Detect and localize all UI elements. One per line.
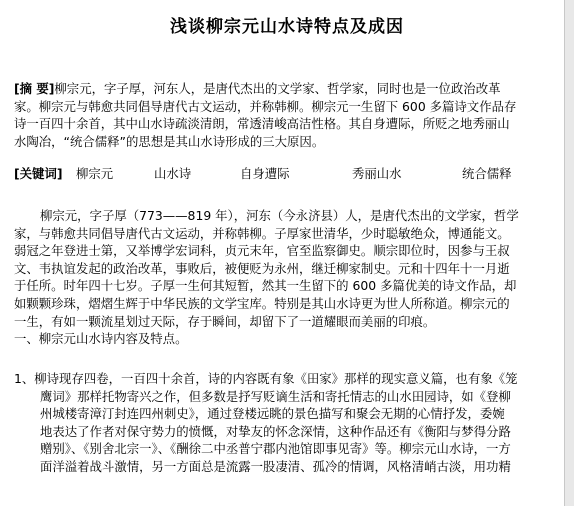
keyword-item: 柳宗元 [76, 166, 114, 181]
keyword-item: 秀丽山水 [352, 166, 402, 181]
paragraph-line: 于任所。时年四十七岁。子厚一生何其短暂，然其一生留下的 600 多篇优美的诗文作品，却 [14, 278, 517, 294]
keywords-label: [关键词] [14, 166, 63, 181]
paragraph-line: 一生，有如一颗流星划过天际，存于瞬间，却留下了一道耀眼而美丽的印痕。 [14, 313, 436, 329]
paragraph-line: 面洋溢着战斗激情，另一方面总是流露一股凄清、孤冷的情调，风格清峭古淡，用功精 [40, 458, 511, 474]
keyword-item: 统合儒释 [462, 166, 512, 181]
scrollbar-edge[interactable] [564, 0, 574, 506]
abstract-text: 柳宗元，字子厚，河东人，是唐代杰出的文学家、哲学家，同时也是一位政治改革 [54, 81, 501, 96]
paragraph-line: 柳宗元，字子厚（773——819 年），河东（今永济县）人，是唐代杰出的文学家，哲学 [40, 208, 519, 223]
paragraph-line: 弱冠之年登进士第，又举博学宏词科，贞元末年，官至监察御史。顺宗即位时，因参与王叔 [14, 243, 510, 259]
section-heading: 一、柳宗元山水诗内容及特点。 [14, 331, 188, 347]
paragraph-line: 文、韦执谊发起的政治改革，事败后，被便贬为永州，继迁柳家制史。元和十四年十一月逝 [14, 260, 510, 276]
paragraph-line: 地表达了作者对保守势力的愤慨，对挚友的怀念深情，这种作品还有《衡阳与梦得分路 [40, 423, 511, 439]
paragraph-line: 如颗颗珍珠，熠熠生辉于中华民族的文学宝库。特别是其山水诗更为世人所称道。柳宗元的 [14, 295, 510, 311]
paragraph-line: 1、柳诗现存四卷，一百四十余首，诗的内容既有象《田家》那样的现实意义篇，也有象《笼 [14, 371, 518, 386]
paragraph-line: 州城楼寄漳汀封连四州刺史》，通过登楼远眺的景色描写和聚会无期的心情抒发，委婉 [40, 406, 505, 422]
paragraph-line: 赠别》、《别舍北宗一》、《酬徐二中丞普宁郡内池馆即事见寄》等。柳宗元山水诗，一方 [40, 441, 511, 457]
paragraph-line: 家，与韩愈共同倡导唐代古文运动，并称韩柳。子厚家世清华，少时聪敏绝众，博通能文。 [14, 225, 510, 241]
page-title: 浅谈柳宗元山水诗特点及成因 [170, 17, 404, 37]
abstract-label: [摘 要] [14, 81, 55, 96]
point-one [14, 370, 566, 476]
abstract [14, 80, 566, 150]
abstract-line [14, 80, 566, 98]
keyword-item: 山水诗 [154, 166, 192, 181]
paragraph-line: 鹰词》那样托物寄兴之作，但多数是抒写贬谪生活和寄托情志的山水田园诗，如《登柳 [40, 388, 511, 404]
keyword-item: 自身遭际 [240, 166, 290, 181]
abstract-line: 家。柳宗元与韩愈共同倡导唐代古文运动，并称韩柳。柳宗元一生留下 600 多篇诗文作品存 [14, 98, 517, 114]
abstract-line: 水陶冶，“统合儒释”的思想是其山水诗形成的三大原因。 [14, 133, 325, 149]
abstract-line: 诗一百四十余首，其中山水诗疏淡清朗，常透清峻高洁性格。其自身遭际，所贬之地秀丽山 [14, 116, 510, 132]
intro-paragraph [14, 207, 566, 348]
